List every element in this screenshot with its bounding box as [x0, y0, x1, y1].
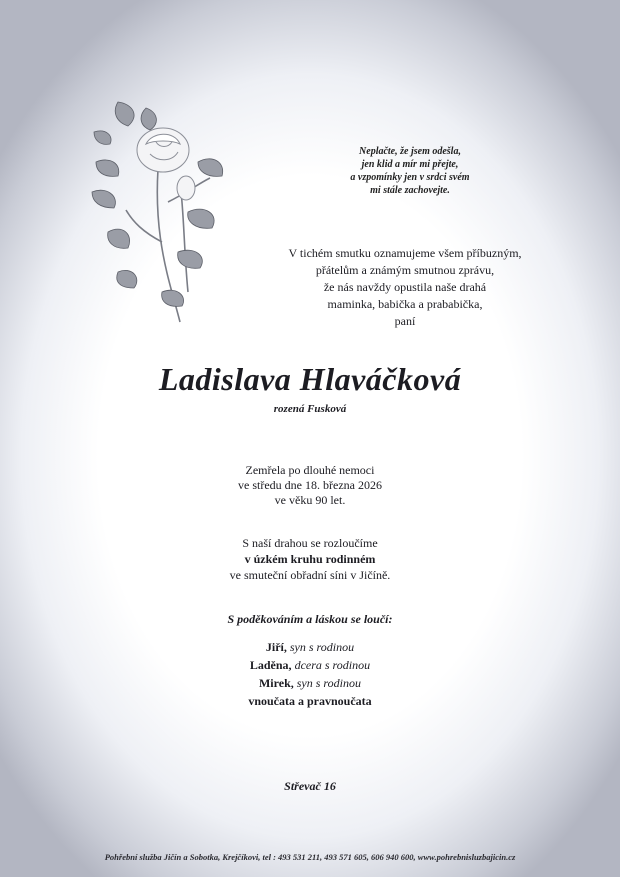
farewell-line: ve smuteční obřadní síni v Jičíně. [229, 568, 391, 582]
address: Střevač 16 [284, 779, 336, 793]
family-member-name: Jiří, [265, 640, 287, 654]
farewell-line-bold: v úzkém kruhu rodinném [244, 552, 376, 566]
thanks-heading: S poděkováním a láskou se loučí: [227, 612, 393, 626]
family-member-name: vnoučata a pravnoučata [248, 694, 372, 708]
farewell-line: S naší drahou se rozloučíme [242, 536, 378, 550]
announcement-line: maminka, babička a prababička, [327, 297, 483, 311]
poem-line: Neplačte, že jsem odešla, [359, 146, 461, 157]
family-member [0, 692, 620, 710]
poem-line: a vzpomínky jen v srdci svém [350, 172, 470, 183]
announcement-line: že nás navždy opustila naše drahá [323, 280, 487, 294]
death-line: ve věku 90 let. [274, 493, 346, 507]
family-member [0, 656, 620, 674]
announcement [255, 245, 555, 330]
announcement-line: přátelům a známým smutnou zprávu, [315, 263, 495, 277]
announcement-line: paní [394, 314, 416, 328]
family-member-name: Mirek, [258, 676, 294, 690]
family-member-relation: syn s rodinou [289, 640, 355, 654]
poem-line: mi stále zachovejte. [370, 185, 450, 196]
poem-line: jen klid a mír mi přejte, [361, 159, 459, 170]
announcement-line: V tichém smutku oznamujeme všem příbuzným, [288, 246, 522, 260]
farewell-info [0, 535, 620, 583]
poem [330, 145, 490, 197]
family-list [0, 638, 620, 710]
family-member-relation: syn s rodinou [296, 676, 361, 690]
family-member-name: Laděna, [249, 658, 292, 672]
rose-illustration [88, 92, 238, 332]
family-member [0, 638, 620, 656]
footer-contact: Pohřební služba Jičín a Sobotka, Krejčíkovi, tel : 493 531 211, 493 571 605, 606 940 600, www.pohrebnisluzbajicin.cz [104, 852, 516, 862]
death-line: Zemřela po dlouhé nemoci [245, 463, 375, 477]
family-member-relation: dcera s rodinou [294, 658, 371, 672]
family-member [0, 674, 620, 692]
birth-name: rozená Fusková [273, 403, 347, 415]
deceased-name: Ladislava Hlaváčková [158, 361, 462, 397]
death-line: ve středu dne 18. března 2026 [238, 478, 382, 492]
death-info [0, 463, 620, 508]
